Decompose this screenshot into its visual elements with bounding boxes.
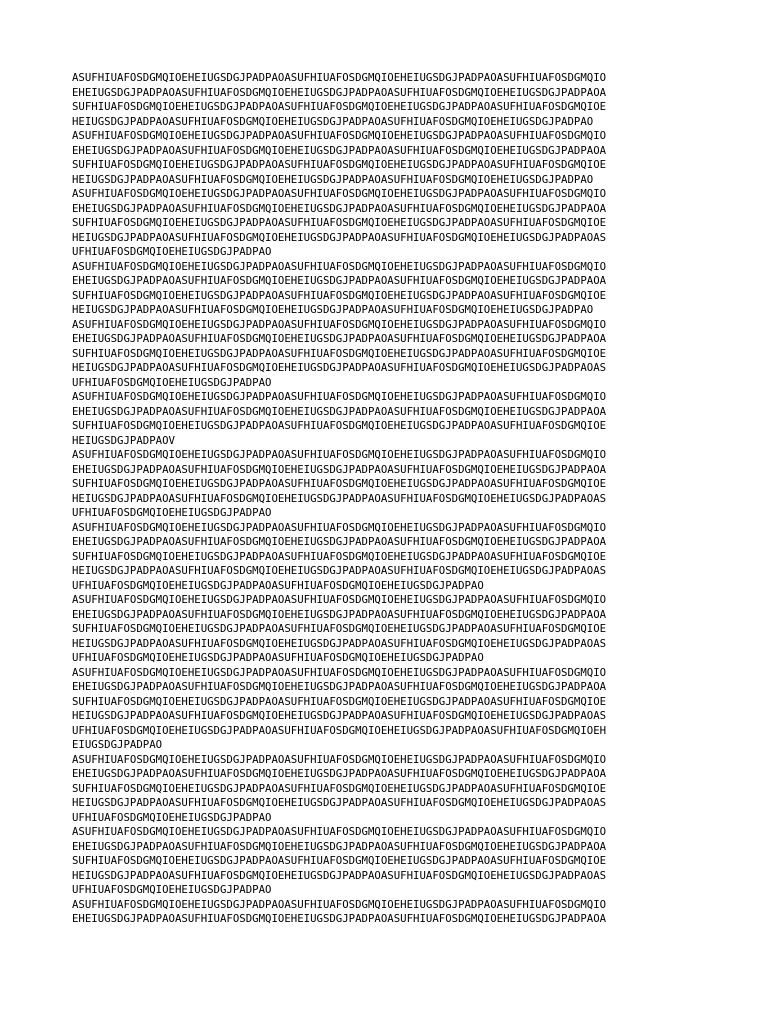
text-line: SUFHIUAFOSDGMQIOEHEIUGSDGJPADPAOASUFHIUAFOSDGMQIOEHEIUGSDGJPADPAOASUFHIUAFOSDGMQIOE — [72, 419, 607, 432]
text-line: EIUGSDGJPADPAO — [72, 738, 163, 751]
text-line: UFHIUAFOSDGMQIOEHEIUGSDGJPADPAO — [72, 883, 272, 896]
text-line: ASUFHIUAFOSDGMQIOEHEIUGSDGJPADPAOASUFHIUAFOSDGMQIOEHEIUGSDGJPADPAOASUFHIUAFOSDGMQIO — [72, 259, 607, 273]
text-line: SUFHIUAFOSDGMQIOEHEIUGSDGJPADPAOASUFHIUAFOSDGMQIOEHEIUGSDGJPADPAOASUFHIUAFOSDGMQIOE — [72, 288, 607, 302]
text-line: SUFHIUAFOSDGMQIOEHEIUGSDGJPADPAOASUFHIUAFOSDGMQIOEHEIUGSDGJPADPAOASUFHIUAFOSDGMQIOE — [72, 477, 607, 490]
text-line: UFHIUAFOSDGMQIOEHEIUGSDGJPADPAO — [72, 506, 272, 519]
text-line: EHEIUGSDGJPADPAOASUFHIUAFOSDGMQIOEHEIUGSDGJPADPAOASUFHIUAFOSDGMQIOEHEIUGSDGJPADPAOA — [72, 201, 607, 215]
text-line: SUFHIUAFOSDGMQIOEHEIUGSDGJPADPAOASUFHIUAFOSDGMQIOEHEIUGSDGJPADPAOASUFHIUAFOSDGMQIOE — [72, 100, 607, 113]
text-line: SUFHIUAFOSDGMQIOEHEIUGSDGJPADPAOASUFHIUAFOSDGMQIOEHEIUGSDGJPADPAOASUFHIUAFOSDGMQIOE — [72, 346, 607, 360]
text-line: HEIUGSDGJPADPAOASUFHIUAFOSDGMQIOEHEIUGSDGJPADPAOASUFHIUAFOSDGMQIOEHEIUGSDGJPADPAOAS — [72, 796, 607, 809]
text-line: ASUFHIUAFOSDGMQIOEHEIUGSDGJPADPAOASUFHIUAFOSDGMQIOEHEIUGSDGJPADPAOASUFHIUAFOSDGMQIO — [72, 129, 607, 142]
text-line: ASUFHIUAFOSDGMQIOEHEIUGSDGJPADPAOASUFHIUAFOSDGMQIOEHEIUGSDGJPADPAOASUFHIUAFOSDGMQIO — [72, 317, 607, 331]
text-line: SUFHIUAFOSDGMQIOEHEIUGSDGJPADPAOASUFHIUAFOSDGMQIOEHEIUGSDGJPADPAOASUFHIUAFOSDGMQIOE — [72, 216, 607, 229]
text-line: UFHIUAFOSDGMQIOEHEIUGSDGJPADPAOASUFHIUAFOSDGMQIOEHEIUGSDGJPADPAO — [72, 578, 484, 592]
text-line: EHEIUGSDGJPADPAOASUFHIUAFOSDGMQIOEHEIUGSDGJPADPAOASUFHIUAFOSDGMQIOEHEIUGSDGJPADPAOA — [72, 912, 607, 925]
text-line: UFHIUAFOSDGMQIOEHEIUGSDGJPADPAOASUFHIUAFOSDGMQIOEHEIUGSDGJPADPAOASUFHIUAFOSDGMQIOEH — [72, 723, 607, 737]
text-line: HEIUGSDGJPADPAOASUFHIUAFOSDGMQIOEHEIUGSDGJPADPAOASUFHIUAFOSDGMQIOEHEIUGSDGJPADPAO — [72, 172, 594, 186]
document-body-text — [72, 71, 712, 927]
text-line: HEIUGSDGJPADPAOV — [72, 433, 175, 447]
text-line: EHEIUGSDGJPADPAOASUFHIUAFOSDGMQIOEHEIUGSDGJPADPAOASUFHIUAFOSDGMQIOEHEIUGSDGJPADPAOA — [72, 462, 607, 476]
text-line: UFHIUAFOSDGMQIOEHEIUGSDGJPADPAO — [72, 810, 272, 824]
text-line: UFHIUAFOSDGMQIOEHEIUGSDGJPADPAO — [72, 375, 272, 389]
text-line: HEIUGSDGJPADPAOASUFHIUAFOSDGMQIOEHEIUGSDGJPADPAOASUFHIUAFOSDGMQIOEHEIUGSDGJPADPAOAS — [72, 491, 607, 505]
text-line: HEIUGSDGJPADPAOASUFHIUAFOSDGMQIOEHEIUGSDGJPADPAOASUFHIUAFOSDGMQIOEHEIUGSDGJPADPAOAS — [72, 709, 607, 722]
text-line: HEIUGSDGJPADPAOASUFHIUAFOSDGMQIOEHEIUGSDGJPADPAOASUFHIUAFOSDGMQIOEHEIUGSDGJPADPAOAS — [72, 361, 607, 374]
text-line: SUFHIUAFOSDGMQIOEHEIUGSDGJPADPAOASUFHIUAFOSDGMQIOEHEIUGSDGJPADPAOASUFHIUAFOSDGMQIOE — [72, 158, 607, 171]
text-line: SUFHIUAFOSDGMQIOEHEIUGSDGJPADPAOASUFHIUAFOSDGMQIOEHEIUGSDGJPADPAOASUFHIUAFOSDGMQIOE — [72, 781, 607, 795]
text-line: EHEIUGSDGJPADPAOASUFHIUAFOSDGMQIOEHEIUGSDGJPADPAOASUFHIUAFOSDGMQIOEHEIUGSDGJPADPAOA — [72, 680, 607, 693]
text-line: UFHIUAFOSDGMQIOEHEIUGSDGJPADPAOASUFHIUAFOSDGMQIOEHEIUGSDGJPADPAO — [72, 651, 484, 664]
text-line: EHEIUGSDGJPADPAOASUFHIUAFOSDGMQIOEHEIUGSDGJPADPAOASUFHIUAFOSDGMQIOEHEIUGSDGJPADPAOA — [72, 274, 607, 287]
text-line: ASUFHIUAFOSDGMQIOEHEIUGSDGJPADPAOASUFHIUAFOSDGMQIOEHEIUGSDGJPADPAOASUFHIUAFOSDGMQIO — [72, 897, 607, 911]
text-line: SUFHIUAFOSDGMQIOEHEIUGSDGJPADPAOASUFHIUAFOSDGMQIOEHEIUGSDGJPADPAOASUFHIUAFOSDGMQIOE — [72, 549, 607, 563]
text-line: ASUFHIUAFOSDGMQIOEHEIUGSDGJPADPAOASUFHIUAFOSDGMQIOEHEIUGSDGJPADPAOASUFHIUAFOSDGMQIO — [72, 71, 607, 84]
text-line: UFHIUAFOSDGMQIOEHEIUGSDGJPADPAO — [72, 245, 272, 258]
text-line: EHEIUGSDGJPADPAOASUFHIUAFOSDGMQIOEHEIUGSDGJPADPAOASUFHIUAFOSDGMQIOEHEIUGSDGJPADPAOA — [72, 767, 607, 780]
text-line: ASUFHIUAFOSDGMQIOEHEIUGSDGJPADPAOASUFHIUAFOSDGMQIOEHEIUGSDGJPADPAOASUFHIUAFOSDGMQIO — [72, 390, 607, 403]
text-line: EHEIUGSDGJPADPAOASUFHIUAFOSDGMQIOEHEIUGSDGJPADPAOASUFHIUAFOSDGMQIOEHEIUGSDGJPADPAOA — [72, 404, 607, 418]
text-line: ASUFHIUAFOSDGMQIOEHEIUGSDGJPADPAOASUFHIUAFOSDGMQIOEHEIUGSDGJPADPAOASUFHIUAFOSDGMQIO — [72, 752, 607, 766]
text-line: SUFHIUAFOSDGMQIOEHEIUGSDGJPADPAOASUFHIUAFOSDGMQIOEHEIUGSDGJPADPAOASUFHIUAFOSDGMQIOE — [72, 854, 607, 867]
text-line: HEIUGSDGJPADPAOASUFHIUAFOSDGMQIOEHEIUGSDGJPADPAOASUFHIUAFOSDGMQIOEHEIUGSDGJPADPAOAS — [72, 230, 607, 244]
text-line: SUFHIUAFOSDGMQIOEHEIUGSDGJPADPAOASUFHIUAFOSDGMQIOEHEIUGSDGJPADPAOASUFHIUAFOSDGMQIOE — [72, 694, 607, 708]
text-line: HEIUGSDGJPADPAOASUFHIUAFOSDGMQIOEHEIUGSDGJPADPAOASUFHIUAFOSDGMQIOEHEIUGSDGJPADPAO — [72, 303, 594, 316]
text-line: ASUFHIUAFOSDGMQIOEHEIUGSDGJPADPAOASUFHIUAFOSDGMQIOEHEIUGSDGJPADPAOASUFHIUAFOSDGMQIO — [72, 520, 607, 534]
text-line: ASUFHIUAFOSDGMQIOEHEIUGSDGJPADPAOASUFHIUAFOSDGMQIOEHEIUGSDGJPADPAOASUFHIUAFOSDGMQIO — [72, 593, 607, 606]
text-line: HEIUGSDGJPADPAOASUFHIUAFOSDGMQIOEHEIUGSDGJPADPAOASUFHIUAFOSDGMQIOEHEIUGSDGJPADPAO — [72, 114, 594, 128]
text-line: EHEIUGSDGJPADPAOASUFHIUAFOSDGMQIOEHEIUGSDGJPADPAOASUFHIUAFOSDGMQIOEHEIUGSDGJPADPAOA — [72, 839, 607, 853]
text-line: HEIUGSDGJPADPAOASUFHIUAFOSDGMQIOEHEIUGSDGJPADPAOASUFHIUAFOSDGMQIOEHEIUGSDGJPADPAOAS — [72, 564, 607, 577]
text-line: EHEIUGSDGJPADPAOASUFHIUAFOSDGMQIOEHEIUGSDGJPADPAOASUFHIUAFOSDGMQIOEHEIUGSDGJPADPAOA — [72, 535, 607, 548]
text-line: ASUFHIUAFOSDGMQIOEHEIUGSDGJPADPAOASUFHIUAFOSDGMQIOEHEIUGSDGJPADPAOASUFHIUAFOSDGMQIO — [72, 825, 607, 838]
text-line: ASUFHIUAFOSDGMQIOEHEIUGSDGJPADPAOASUFHIUAFOSDGMQIOEHEIUGSDGJPADPAOASUFHIUAFOSDGMQIO — [72, 187, 607, 200]
text-line: EHEIUGSDGJPADPAOASUFHIUAFOSDGMQIOEHEIUGSDGJPADPAOASUFHIUAFOSDGMQIOEHEIUGSDGJPADPAOA — [72, 607, 607, 621]
text-line: ASUFHIUAFOSDGMQIOEHEIUGSDGJPADPAOASUFHIUAFOSDGMQIOEHEIUGSDGJPADPAOASUFHIUAFOSDGMQIO — [72, 665, 607, 679]
text-line: EHEIUGSDGJPADPAOASUFHIUAFOSDGMQIOEHEIUGSDGJPADPAOASUFHIUAFOSDGMQIOEHEIUGSDGJPADPAOA — [72, 332, 607, 345]
text-line: HEIUGSDGJPADPAOASUFHIUAFOSDGMQIOEHEIUGSDGJPADPAOASUFHIUAFOSDGMQIOEHEIUGSDGJPADPAOAS — [72, 868, 607, 882]
text-line: SUFHIUAFOSDGMQIOEHEIUGSDGJPADPAOASUFHIUAFOSDGMQIOEHEIUGSDGJPADPAOASUFHIUAFOSDGMQIOE — [72, 622, 607, 635]
text-line: EHEIUGSDGJPADPAOASUFHIUAFOSDGMQIOEHEIUGSDGJPADPAOASUFHIUAFOSDGMQIOEHEIUGSDGJPADPAOA — [72, 85, 607, 99]
text-line: EHEIUGSDGJPADPAOASUFHIUAFOSDGMQIOEHEIUGSDGJPADPAOASUFHIUAFOSDGMQIOEHEIUGSDGJPADPAOA — [72, 143, 607, 157]
text-line: HEIUGSDGJPADPAOASUFHIUAFOSDGMQIOEHEIUGSDGJPADPAOASUFHIUAFOSDGMQIOEHEIUGSDGJPADPAOAS — [72, 636, 607, 650]
text-line: ASUFHIUAFOSDGMQIOEHEIUGSDGJPADPAOASUFHIUAFOSDGMQIOEHEIUGSDGJPADPAOASUFHIUAFOSDGMQIO — [72, 448, 607, 461]
